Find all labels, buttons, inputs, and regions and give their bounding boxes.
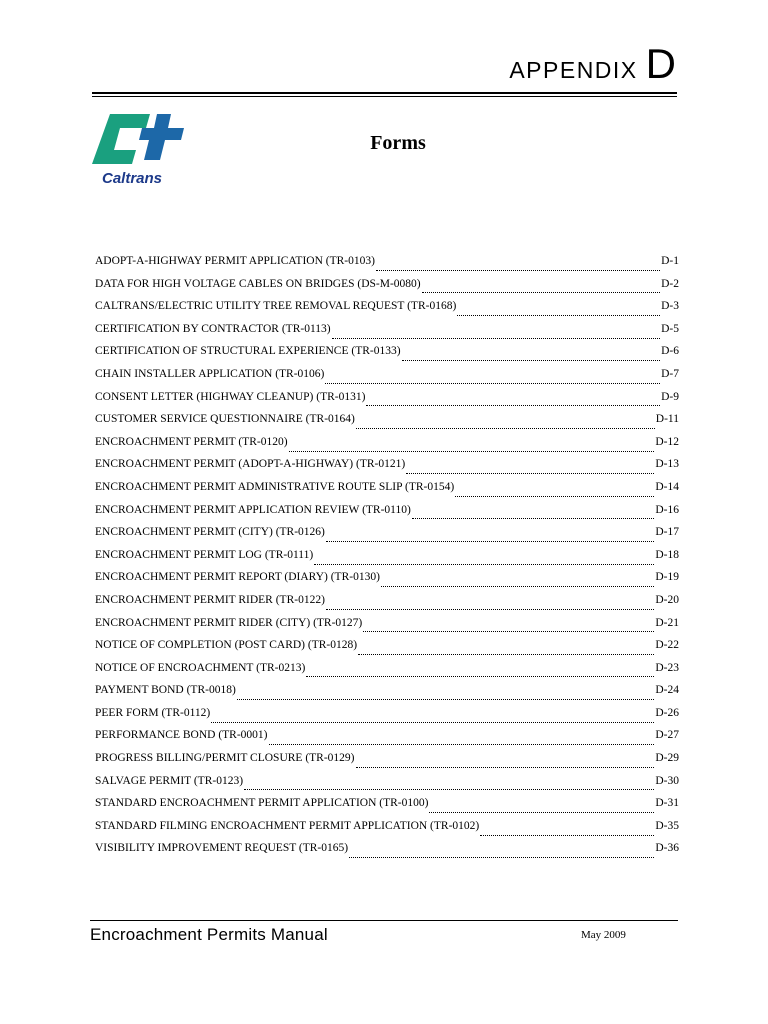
logo-text: Caltrans — [102, 170, 163, 187]
toc-entry[interactable] — [95, 820, 679, 843]
toc-entry[interactable] — [95, 300, 679, 323]
toc-entry[interactable] — [95, 729, 679, 752]
toc-entry[interactable] — [95, 413, 679, 436]
toc-entry-title: ENCROACHMENT PERMIT LOG (TR-0111) — [95, 548, 314, 561]
toc-dot-leader — [237, 699, 655, 700]
toc-dot-leader — [366, 405, 660, 406]
toc-entry-title: NOTICE OF COMPLETION (POST CARD) (TR-0128) — [95, 639, 358, 652]
toc-entry-page: D-19 — [655, 571, 679, 584]
toc-entry-page: D-23 — [655, 661, 679, 674]
toc-dot-leader — [356, 428, 655, 429]
toc-entry-title: CUSTOMER SERVICE QUESTIONNAIRE (TR-0164) — [95, 413, 355, 426]
toc-dot-leader — [289, 451, 655, 452]
toc-entry-page: D-6 — [661, 345, 679, 358]
toc-entry-page: D-3 — [661, 300, 679, 313]
toc-entry-page: D-11 — [655, 413, 679, 426]
toc-entry[interactable] — [95, 323, 679, 346]
toc-entry[interactable] — [95, 481, 679, 504]
toc-entry-title: PAYMENT BOND (TR-0018) — [95, 684, 236, 697]
toc-entry-page: D-22 — [655, 639, 679, 652]
toc-entry-page: D-13 — [655, 458, 679, 471]
toc-entry-page: D-2 — [661, 277, 679, 290]
toc-entry-title: VISIBILITY IMPROVEMENT REQUEST (TR-0165) — [95, 842, 349, 855]
toc-entry-page: D-26 — [655, 706, 679, 719]
toc-entry[interactable] — [95, 391, 679, 414]
toc-entry-page: D-17 — [655, 526, 679, 539]
toc-dot-leader — [349, 857, 654, 858]
toc-dot-leader — [457, 315, 660, 316]
toc-entry[interactable] — [95, 684, 679, 707]
toc-dot-leader — [412, 518, 655, 519]
toc-entry[interactable] — [95, 752, 679, 775]
toc-entry-page: D-14 — [655, 480, 679, 493]
toc-dot-leader — [363, 631, 654, 632]
toc-dot-leader — [211, 722, 654, 723]
toc-entry[interactable] — [95, 526, 679, 549]
toc-dot-leader — [402, 360, 661, 361]
toc-dot-leader — [422, 292, 661, 293]
toc-entry[interactable] — [95, 345, 679, 368]
toc-entry-title: DATA FOR HIGH VOLTAGE CABLES ON BRIDGES (DS-M-0080) — [95, 277, 421, 290]
toc-entry-title: ENCROACHMENT PERMIT APPLICATION REVIEW (TR-0110) — [95, 503, 411, 516]
toc-entry-page: D-18 — [655, 548, 679, 561]
toc-entry-page: D-12 — [655, 435, 679, 448]
toc-entry-page: D-1 — [661, 255, 679, 267]
footer-manual-title: Encroachment Permits Manual — [90, 925, 328, 944]
toc-entry-title: PERFORMANCE BOND (TR-0001) — [95, 729, 268, 742]
toc-entry-page: D-24 — [655, 684, 679, 697]
toc-entry[interactable] — [95, 797, 679, 820]
toc-dot-leader — [455, 496, 654, 497]
toc-entry-title: ENCROACHMENT PERMIT (CITY) (TR-0126) — [95, 526, 325, 539]
toc-entry[interactable] — [95, 504, 679, 527]
toc-entry-title: CALTRANS/ELECTRIC UTILITY TREE REMOVAL REQUEST (TR-0168) — [95, 300, 457, 313]
toc-entry-page: D-7 — [661, 367, 679, 380]
toc-dot-leader — [314, 564, 654, 565]
toc-entry-page: D-9 — [661, 390, 679, 403]
toc-entry-page: D-20 — [655, 593, 679, 606]
toc-entry-title: ADOPT-A-HIGHWAY PERMIT APPLICATION (TR-0103) — [95, 255, 375, 267]
footer-date: May 2009 — [581, 929, 626, 941]
toc-dot-leader — [480, 835, 654, 836]
toc-dot-leader — [326, 541, 654, 542]
toc-entry[interactable] — [95, 436, 679, 459]
toc-dot-leader — [244, 789, 654, 790]
toc-dot-leader — [356, 767, 655, 768]
toc-entry-page: D-29 — [655, 752, 679, 765]
toc-entry-title: CERTIFICATION BY CONTRACTOR (TR-0113) — [95, 322, 331, 335]
page-title: Forms — [370, 132, 426, 154]
toc-dot-leader — [358, 654, 654, 655]
toc-entry[interactable] — [95, 842, 679, 865]
toc-entry-title: ENCROACHMENT PERMIT RIDER (CITY) (TR-0127) — [95, 616, 363, 629]
header-rule-thin — [92, 96, 677, 97]
toc-entry-page: D-36 — [655, 842, 679, 855]
toc-entry-title: CHAIN INSTALLER APPLICATION (TR-0106) — [95, 367, 325, 380]
toc-entry-title: PEER FORM (TR-0112) — [95, 706, 211, 719]
toc-entry-title: ENCROACHMENT PERMIT REPORT (DIARY) (TR-0130) — [95, 571, 380, 584]
toc-entry[interactable] — [95, 458, 679, 481]
toc-entry-page: D-27 — [655, 729, 679, 742]
appendix-header — [509, 40, 676, 88]
toc-dot-leader — [326, 609, 654, 610]
toc-entry[interactable] — [95, 549, 679, 572]
header-rule-thick — [92, 92, 677, 94]
footer-rule — [90, 920, 678, 921]
toc-entry-title: CERTIFICATION OF STRUCTURAL EXPERIENCE (TR-0133) — [95, 345, 401, 358]
toc-dot-leader — [429, 812, 654, 813]
toc-entry-page: D-5 — [661, 322, 679, 335]
toc-entry[interactable] — [95, 278, 679, 301]
toc-entry-page: D-16 — [655, 503, 679, 516]
toc-dot-leader — [406, 473, 654, 474]
toc-entry-title: NOTICE OF ENCROACHMENT (TR-0213) — [95, 661, 306, 674]
toc-entry-title: ENCROACHMENT PERMIT (TR-0120) — [95, 435, 288, 448]
toc-entry-title: CONSENT LETTER (HIGHWAY CLEANUP) (TR-0131) — [95, 390, 366, 403]
toc-list — [95, 255, 679, 865]
toc-entry[interactable] — [95, 662, 679, 685]
toc-entry[interactable] — [95, 368, 679, 391]
toc-entry-title: STANDARD FILMING ENCROACHMENT PERMIT APPLICATION (TR-0102) — [95, 819, 480, 832]
toc-entry-title: ENCROACHMENT PERMIT (ADOPT-A-HIGHWAY) (TR-0121) — [95, 458, 406, 471]
toc-entry[interactable] — [95, 617, 679, 640]
toc-dot-leader — [376, 270, 660, 271]
toc-entry-title: ENCROACHMENT PERMIT RIDER (TR-0122) — [95, 593, 325, 606]
toc-entry[interactable] — [95, 707, 679, 730]
toc-entry-page: D-31 — [655, 797, 679, 810]
toc-entry[interactable] — [95, 255, 679, 278]
toc-dot-leader — [325, 383, 660, 384]
appendix-letter: D — [645, 40, 676, 87]
toc-entry[interactable] — [95, 775, 679, 798]
toc-entry-title: PROGRESS BILLING/PERMIT CLOSURE (TR-0129) — [95, 752, 355, 765]
toc-entry[interactable] — [95, 571, 679, 594]
toc-dot-leader — [332, 338, 661, 339]
toc-entry-title: SALVAGE PERMIT (TR-0123) — [95, 774, 244, 787]
toc-entry-page: D-35 — [655, 819, 679, 832]
toc-entry-page: D-21 — [655, 616, 679, 629]
toc-entry-title: ENCROACHMENT PERMIT ADMINISTRATIVE ROUTE SLIP (TR-0154) — [95, 480, 455, 493]
toc-entry[interactable] — [95, 639, 679, 662]
toc-dot-leader — [381, 586, 654, 587]
toc-dot-leader — [269, 744, 655, 745]
appendix-word: APPENDIX — [509, 57, 638, 83]
toc-entry-title: STANDARD ENCROACHMENT PERMIT APPLICATION (TR-0100) — [95, 797, 429, 810]
toc-entry[interactable] — [95, 594, 679, 617]
toc-entry-page: D-30 — [655, 774, 679, 787]
toc-dot-leader — [306, 676, 654, 677]
